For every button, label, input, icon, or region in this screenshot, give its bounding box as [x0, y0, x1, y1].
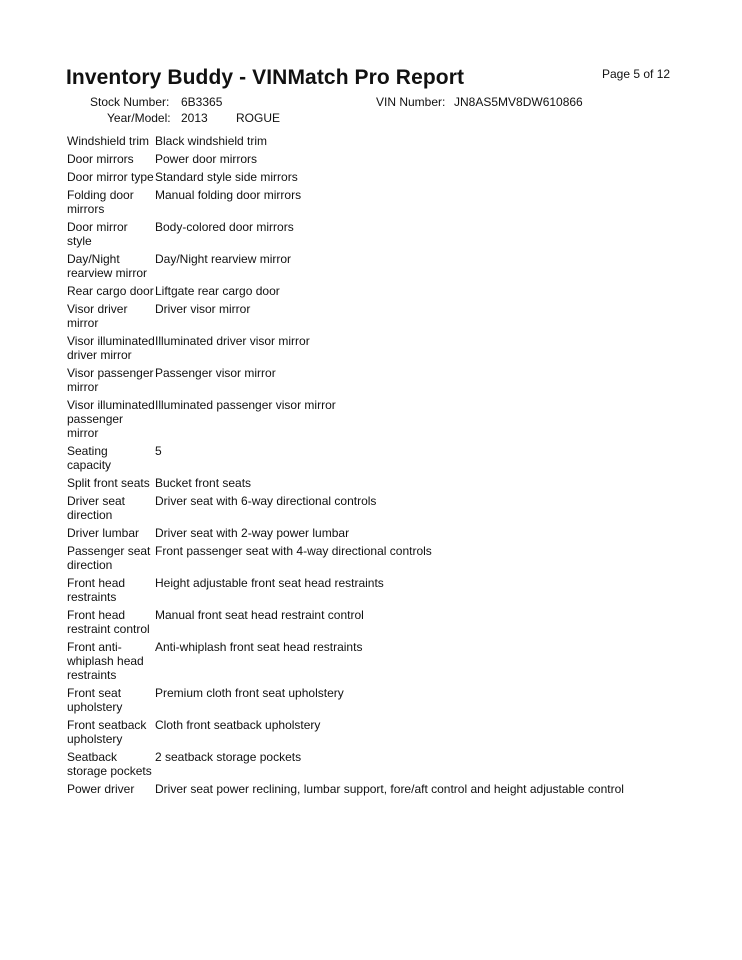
spec-row — [67, 782, 687, 796]
stock-number-label: Stock Number: — [90, 95, 170, 109]
spec-row — [67, 526, 687, 540]
spec-value: Front passenger seat with 4-way directional controls — [155, 544, 432, 558]
spec-row — [67, 134, 687, 148]
spec-label: Folding door mirrors — [67, 188, 134, 216]
spec-row — [67, 576, 687, 604]
spec-value: Driver seat with 2-way power lumbar — [155, 526, 350, 540]
spec-value: Cloth front seatback upholstery — [155, 718, 321, 732]
spec-label: Door mirror type — [67, 170, 154, 184]
spec-row — [67, 640, 687, 682]
vin-label: VIN Number: — [376, 95, 446, 109]
spec-label: Power driver — [67, 782, 135, 796]
spec-row — [67, 220, 687, 248]
spec-row — [67, 284, 687, 298]
spec-row — [67, 334, 687, 362]
spec-value: Driver visor mirror — [155, 302, 251, 316]
spec-value: Passenger visor mirror — [155, 366, 276, 380]
report-title: Inventory Buddy - VINMatch Pro Report — [66, 66, 465, 89]
spec-value: Power door mirrors — [155, 152, 258, 166]
spec-label: Passenger seat direction — [67, 544, 151, 572]
spec-row — [67, 170, 687, 184]
spec-label: Split front seats — [67, 476, 150, 490]
spec-value: Body-colored door mirrors — [155, 220, 294, 234]
spec-label: Front seat upholstery — [67, 686, 123, 714]
spec-value: Illuminated driver visor mirror — [155, 334, 310, 348]
spec-row — [67, 188, 687, 216]
spec-value: 2 seatback storage pockets — [155, 750, 302, 764]
year-value: 2013 — [181, 111, 208, 125]
spec-value: Height adjustable front seat head restraints — [155, 576, 384, 590]
spec-label: Visor passenger mirror — [67, 366, 154, 394]
spec-table — [67, 134, 687, 800]
spec-label: Front head restraints — [67, 576, 126, 604]
stock-number-value: 6B3365 — [181, 95, 223, 109]
spec-value: Premium cloth front seat upholstery — [155, 686, 344, 700]
spec-row — [67, 494, 687, 522]
spec-row — [67, 152, 687, 166]
spec-label: Day/Night rearview mirror — [67, 252, 148, 280]
spec-label: Driver lumbar — [67, 526, 140, 540]
spec-label: Front seatback upholstery — [67, 718, 147, 746]
spec-row — [67, 476, 687, 490]
spec-label: Windshield trim — [67, 134, 150, 148]
spec-value: Bucket front seats — [155, 476, 252, 490]
spec-row — [67, 608, 687, 636]
spec-label: Seatback storage pockets — [67, 750, 152, 778]
spec-label: Driver seat direction — [67, 494, 126, 522]
spec-value: Manual front seat head restraint control — [155, 608, 364, 622]
spec-label: Door mirrors — [67, 152, 134, 166]
spec-row — [67, 444, 687, 472]
spec-row — [67, 252, 687, 280]
year-model-label: Year/Model: — [107, 111, 171, 125]
spec-value: Black windshield trim — [155, 134, 268, 148]
spec-label: Front anti-whiplash head restraints — [67, 640, 144, 682]
spec-label: Visor illuminated passenger mirror — [67, 398, 155, 440]
spec-value: Standard style side mirrors — [155, 170, 298, 184]
spec-label: Door mirror style — [67, 220, 128, 248]
spec-label: Visor driver mirror — [67, 302, 128, 330]
spec-label: Seating capacity — [67, 444, 112, 472]
spec-value: Manual folding door mirrors — [155, 188, 302, 202]
model-value: ROGUE — [236, 111, 281, 125]
spec-value: Anti-whiplash front seat head restraints — [155, 640, 363, 654]
spec-row — [67, 366, 687, 394]
spec-label: Visor illuminated driver mirror — [67, 334, 155, 362]
spec-row — [67, 398, 687, 440]
spec-label: Rear cargo door — [67, 284, 154, 298]
spec-value: Day/Night rearview mirror — [155, 252, 292, 266]
spec-value: Driver seat with 6-way directional controls — [155, 494, 377, 508]
spec-label: Front head restraint control — [67, 608, 150, 636]
spec-row — [67, 686, 687, 714]
page-number: Page 5 of 12 — [602, 67, 671, 81]
spec-value: Illuminated passenger visor mirror — [155, 398, 336, 412]
spec-value: Liftgate rear cargo door — [155, 284, 280, 298]
spec-row — [67, 544, 687, 572]
spec-value: 5 — [155, 444, 162, 458]
spec-row — [67, 302, 687, 330]
vin-value: JN8AS5MV8DW610866 — [454, 95, 583, 109]
spec-row — [67, 750, 687, 778]
spec-value: Driver seat power reclining, lumbar support, fore/aft control and height adjustable control — [155, 782, 624, 796]
spec-row — [67, 718, 687, 746]
